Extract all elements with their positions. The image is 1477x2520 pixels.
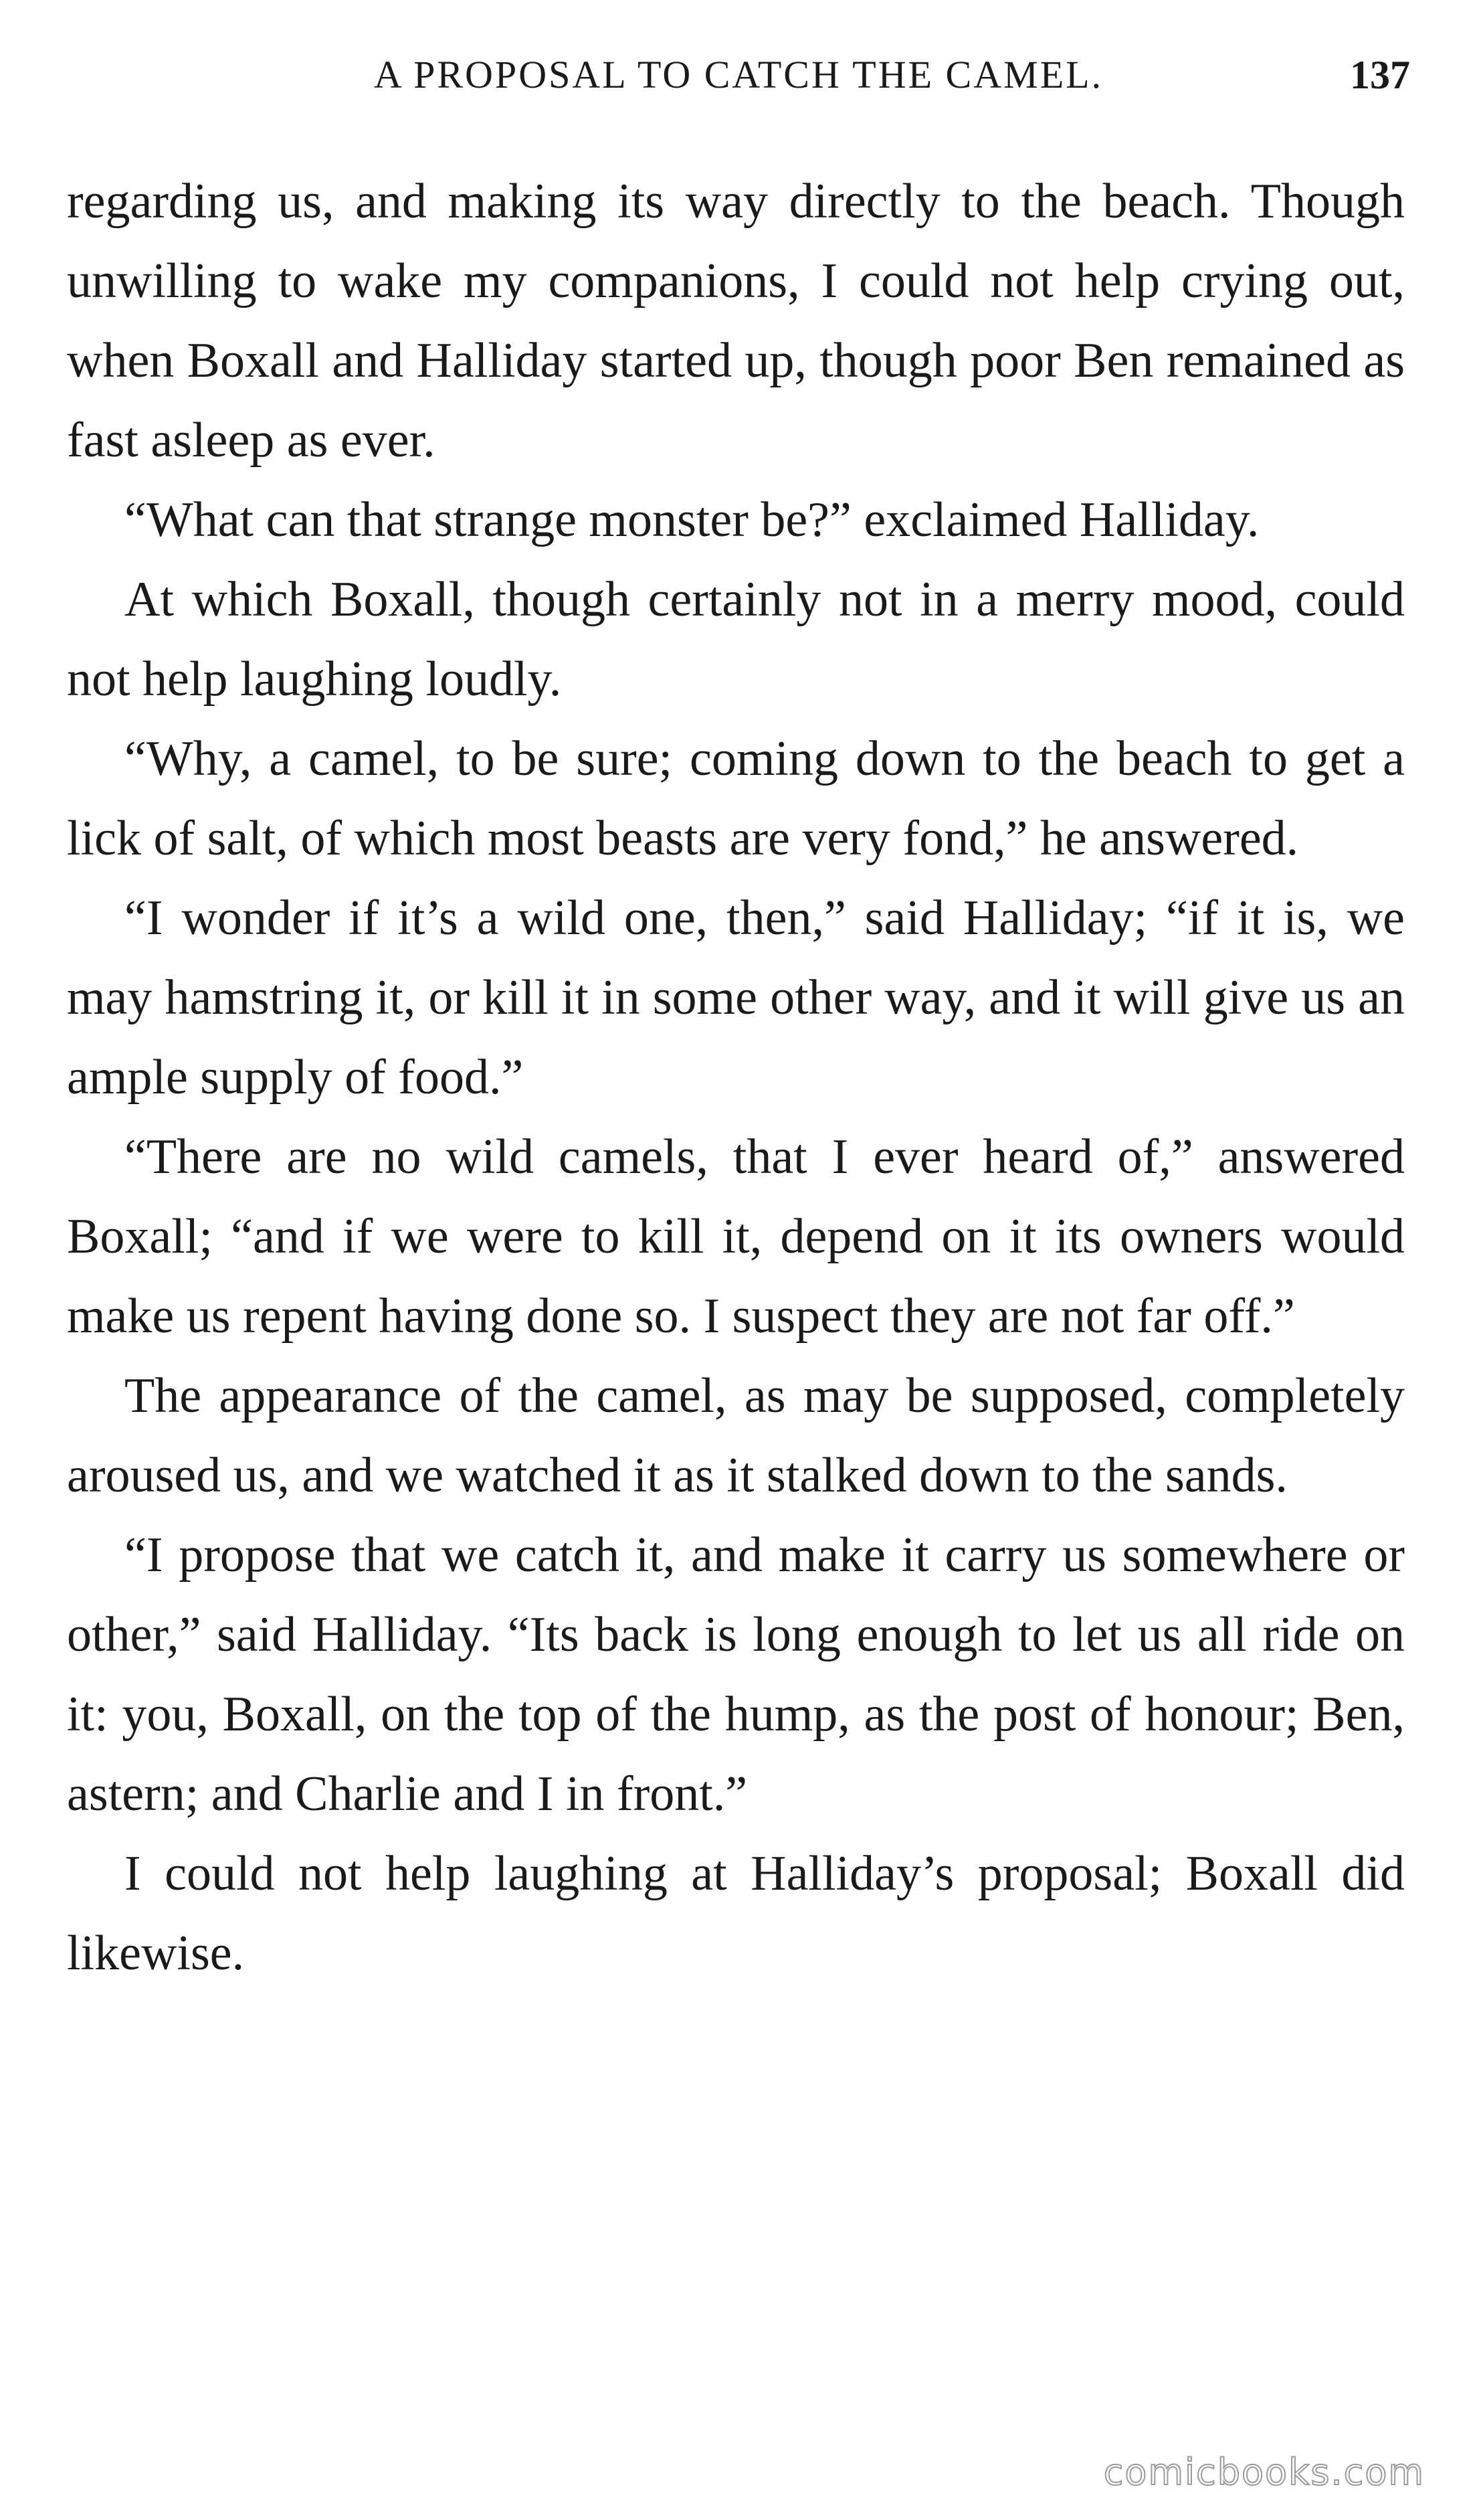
source-watermark: comicbooks.com [1103,2451,1425,2493]
running-title: A PROPOSAL TO CATCH THE CAMEL. [373,53,1104,96]
paragraph: I could not help laughing at Halliday’s proposal; Boxall did likewise. [67,1846,1405,1981]
paragraph: At which Boxall, though certainly not in a merry mood, could not help laughing loudly. [67,572,1405,707]
page-body [67,162,1405,1993]
paragraph: “Why, a camel, to be sure; coming down to the beach to get a lick of salt, of which most beasts are very fond,” he answered. [67,731,1405,866]
paragraph: “I propose that we catch it, and make it carry us somewhere or other,” said Halliday. “Its back is long enough to let us all ride on it: you, Boxall, on the top of the hump, as the post of honour; Ben, astern; and Charlie and I in front.” [67,1528,1405,1821]
paragraph: “I wonder if it’s a wild one, then,” said Halliday; “if it is, we may hamstring it, or kill it in some other way, and it will give us an ample supply of food.” [67,891,1405,1105]
paragraph: The appearance of the camel, as may be supposed, completely aroused us, and we watched it as it stalked down to the sands. [67,1368,1405,1503]
paragraph-continued: regarding us, and making its way directly to the beach. Though unwilling to wake my companions, I could not help crying out, when Boxall and Halliday started up, though poor Ben remained as fast asleep as ever. [67,174,1405,468]
paragraph: “There are no wild camels, that I ever heard of,” answered Boxall; “and if we were to kill it, depend on it its owners would make us repent having done so. I suspect they are not far off.” [67,1130,1405,1344]
paragraph: “What can that strange monster be?” exclaimed Halliday. [124,492,1260,547]
page-header [67,52,1410,112]
page-number: 137 [1350,53,1410,97]
